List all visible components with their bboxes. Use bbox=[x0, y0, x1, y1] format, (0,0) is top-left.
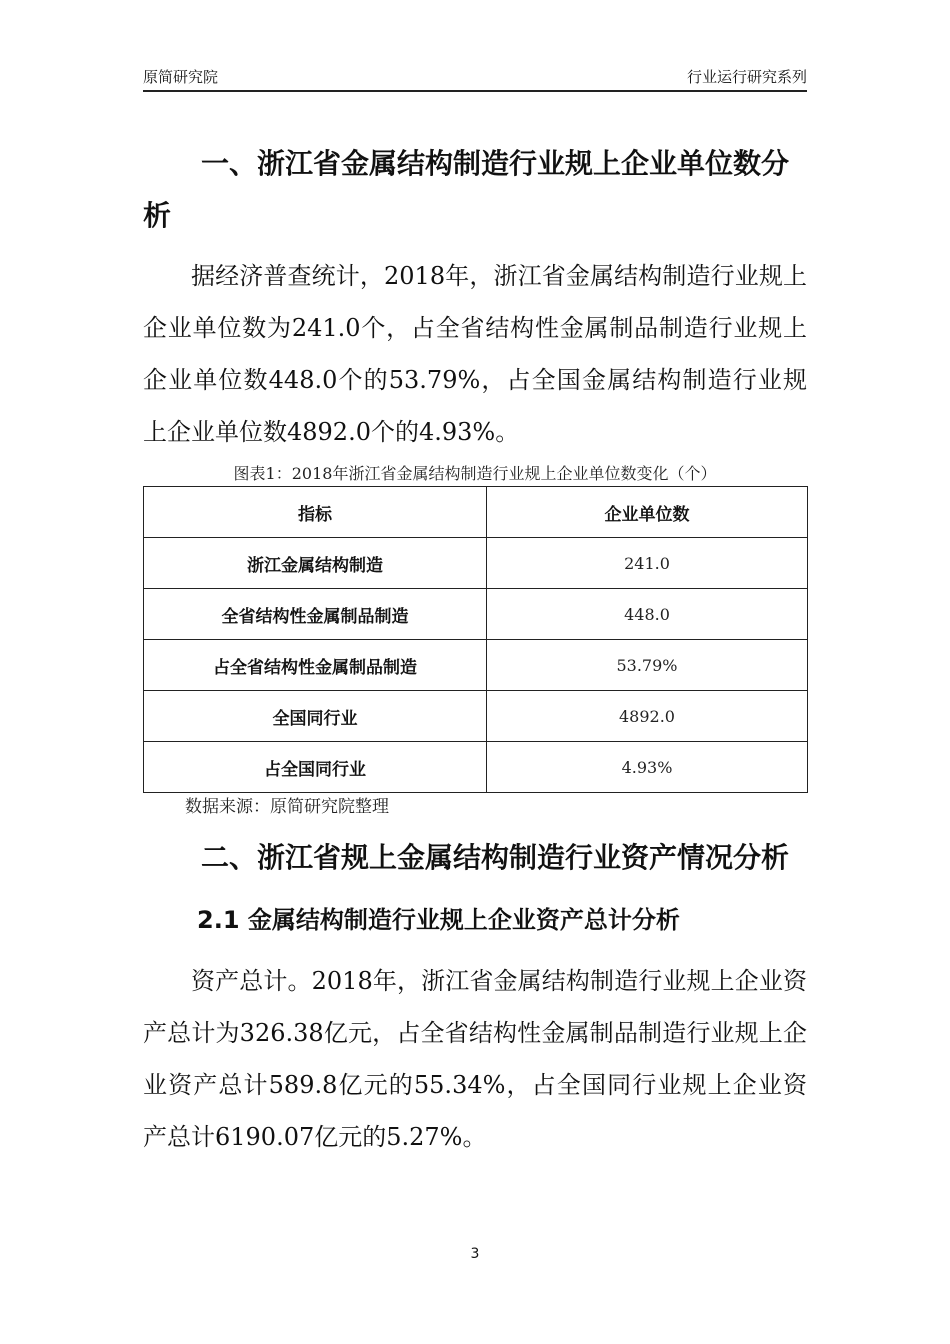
page-header bbox=[143, 64, 807, 92]
data-table bbox=[143, 486, 808, 793]
row-value: 53.79% bbox=[487, 640, 808, 691]
table-row bbox=[144, 691, 808, 742]
row-label: 占全国同行业 bbox=[144, 742, 487, 793]
page-number: 3 bbox=[470, 1246, 480, 1262]
section2-subtitle: 2.1 金属结构制造行业规上企业资产总计分析 bbox=[197, 906, 680, 934]
table-caption: 图表1：2018年浙江省金属结构制造行业规上企业单位数变化（个） bbox=[233, 464, 717, 483]
row-label: 全省结构性金属制品制造 bbox=[144, 589, 487, 640]
table-row bbox=[144, 640, 808, 691]
table-source: 数据来源：原简研究院整理 bbox=[185, 797, 389, 817]
row-value: 4.93% bbox=[487, 742, 808, 793]
row-value: 448.0 bbox=[487, 589, 808, 640]
row-label: 占全省结构性金属制品制造 bbox=[144, 640, 487, 691]
row-value: 241.0 bbox=[487, 538, 808, 589]
row-label: 浙江金属结构制造 bbox=[144, 538, 487, 589]
header-series: 行业运行研究系列 bbox=[686, 68, 807, 86]
row-label: 全国同行业 bbox=[144, 691, 487, 742]
column-header-count: 企业单位数 bbox=[487, 487, 808, 538]
table-row bbox=[144, 538, 808, 589]
row-value: 4892.0 bbox=[487, 691, 808, 742]
table-row bbox=[144, 589, 808, 640]
table-header-row bbox=[144, 487, 808, 538]
table-row bbox=[144, 742, 808, 793]
column-header-indicator: 指标 bbox=[144, 487, 487, 538]
section2-paragraph: 资产总计。2018年，浙江省金属结构制造行业规上企业资产总计为326.38亿元，占全省结构性金属制品制造行业规上企业资产总计589.8亿元的55.34%，占全国同行业规上企业资产总计6190.07亿元的5.27%。 bbox=[143, 967, 807, 1151]
header-org: 原简研究院 bbox=[143, 68, 219, 86]
section2-title: 二、浙江省规上金属结构制造行业资产情况分析 bbox=[201, 841, 790, 874]
section1-title: 一、浙江省金属结构制造行业规上企业单位数分析 bbox=[143, 147, 790, 232]
section1-paragraph: 据经济普查统计，2018年，浙江省金属结构制造行业规上企业单位数为241.0个，占全省结构性金属制品制造行业规上企业单位数448.0个的53.79%，占全国金属结构制造行业规上企业单位数4892.0个的4.93%。 bbox=[143, 262, 807, 446]
